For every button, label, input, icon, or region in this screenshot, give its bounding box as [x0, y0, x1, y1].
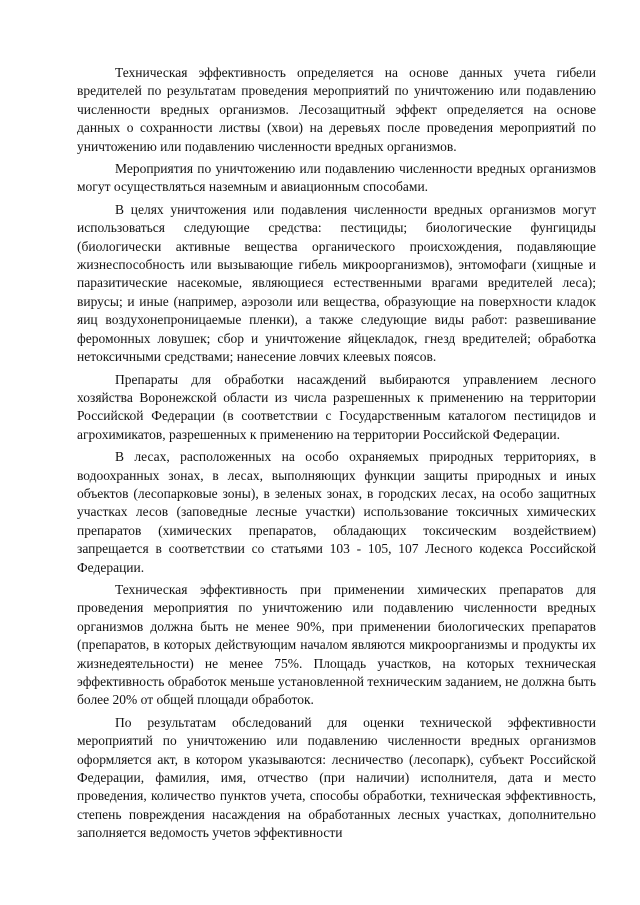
document-body — [77, 64, 596, 843]
paragraph-efficiency-thresholds: Техническая эффективность при применении химических препаратов для проведения мероприятия по уничтожению или подавлению численности вредных организмов должна быть не менее 90%, при применении биологических препаратов (препаратов, в которых действующим началом являются микроорганизмы и продукты их жизнедеятельности) не менее 75%. Площадь участков, на которых техническая эффективность обработок меньше установленной техническим заданием, не должна быть более 20% от общей площади обработок. — [77, 581, 596, 708]
paragraph-control-means: В целях уничтожения или подавления численности вредных организмов могут использоваться следующие средства: пестициды; биологические фунгициды (биологически активные вещества органического происхождения, подавляющие жизнеспособность или вызывающие гибель микроорганизмов), энтомофаги (хищные и паразитические насекомые, являющиеся естественными врагами вредителей леса); вирусы; и иные (например, аэрозоли или вещества, образующие на поверхности кладок яиц воздухонепроницаемые пленки), а также следующие виды работ: развешивание феромонных ловушек; сбор и уничтожение яйцекладок, гнезд вредителей; обработка нетоксичными средствами; нанесение ловчих клеевых поясов. — [77, 201, 596, 365]
paragraph-preparation-selection: Препараты для обработки насаждений выбираются управлением лесного хозяйства Воронежской области из числа разрешенных к применению на территории Российской Федерации (в соответствии с Государственным каталогом пестицидов и агрохимикатов, разрешенных к применению на территории Российской Федерации. — [77, 371, 596, 442]
paragraph-survey-act: По результатам обследований для оценки технической эффективности мероприятий по уничтожению или подавлению численности вредных организмов оформляется акт, в котором указываются: лесничество (лесопарк), субъект Российской Федерации, фамилия, имя, отчество (при наличии) исполнителя, дата и место проведения, количество пунктов учета, способы обработки, техническая эффективность, степень повреждения насаждения на обработанных лесных участках, дополнительно заполняется ведомость учетов эффективности — [77, 714, 596, 841]
paragraph-measures-methods: Мероприятия по уничтожению или подавлению численности вредных организмов могут осуществляться наземным и авиационным способами. — [77, 161, 596, 195]
paragraph-protected-territories: В лесах, расположенных на особо охраняемых природных территориях, в водоохранных зонах, в лесах, выполняющих функции защиты природных и иных объектов (лесопарковые зоны), в зеленых зонах, в городских лесах, на особо защитных участках лесов (заповедные лесные участки) использование токсичных химических препаратов (химических препаратов, обладающих токсическим воздействием) запрещается в соответствии со статьями 103 - 105, 107 Лесного кодекса Российской Федерации. — [77, 449, 596, 575]
paragraph-technical-efficiency: Техническая эффективность определяется на основе данных учета гибели вредителей по результатам проведения мероприятий по уничтожению или подавлению численности вредных организмов. Лесозащитный эффект определяется на основе данных о сохранности листвы (хвои) на деревьях после проведения мероприятий по уничтожению или подавлению численности вредных организмов. — [77, 65, 596, 154]
